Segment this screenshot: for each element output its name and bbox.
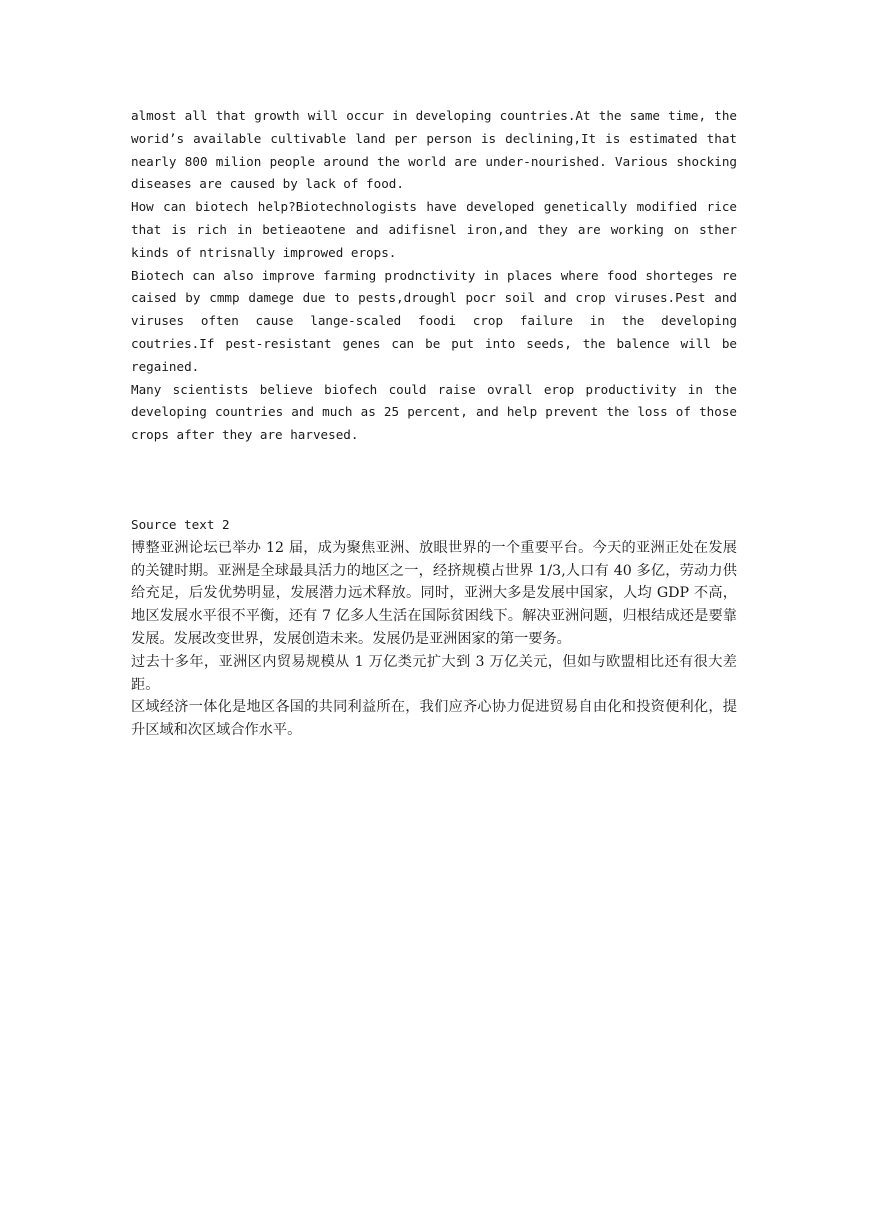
source-text-2-label: Source text 2 (131, 517, 230, 532)
source-text-2-body (131, 514, 737, 742)
source-text-1-body (131, 105, 737, 447)
paragraph: 过去十多年，亚洲区内贸易规模从 1 万亿类元扩大到 3 万亿关元，但如与欧盟相比还有很大差距。 (131, 653, 737, 693)
paragraph: Biotech can also improve farming prodnctivity in places where food shorteges re caised by cmmp damege due to pests,droughl pocr soil and crop viruses.Pest and viruses often cause lange-scaled foodi crop failure in the developing coutries.If pest-resistant genes can be put into seeds, the balence will be regained. (131, 267, 737, 374)
paragraph: How can biotech help?Biotechnologists have developed genetically modified rice that is rich in betieaotene and adifisnel iron,and they are working on sther kinds of ntrisnally improwed erops. (131, 199, 737, 260)
paragraph: almost all that growth will occur in developing countries.At the same time, the worid’s available cultivable land per person is declining,It is estimated that nearly 800 milion people around the world are under-nourished. Various shocking diseases are caused by lack of food. (131, 108, 737, 192)
paragraph: 博整亚洲论坛已举办 12 届，成为聚焦亚洲、放眼世界的一个重要平台。今天的亚洲正处在发展的关键时期。亚洲是全球最具活力的地区之一，经挤规模占世界 1/3,人口有 40 多亿，劳动力供给充足，后发优势明显，发展潜力远术释放。同时，亚洲大多是发展中国家，人均 GDP 不高，地区发展水平很不平衡，还有 7 亿多人生活在国际贫困线下。解决亚洲问题，归根结成还是要靠发展。发展改变世界，发展创造未来。发展仍是亚洲困家的第一要务。 (131, 539, 737, 647)
paragraph: Many scientists believe biofech could raise ovrall erop productivity in the developing countries and much as 25 percent, and help prevent the loss of those crops after they are harvesed. (131, 381, 737, 443)
paragraph: 区域经济一体化是地区各国的共同利益所在，我们应齐心协力促进贸易自由化和投资便利化，提升区域和次区域合作水平。 (131, 699, 737, 739)
